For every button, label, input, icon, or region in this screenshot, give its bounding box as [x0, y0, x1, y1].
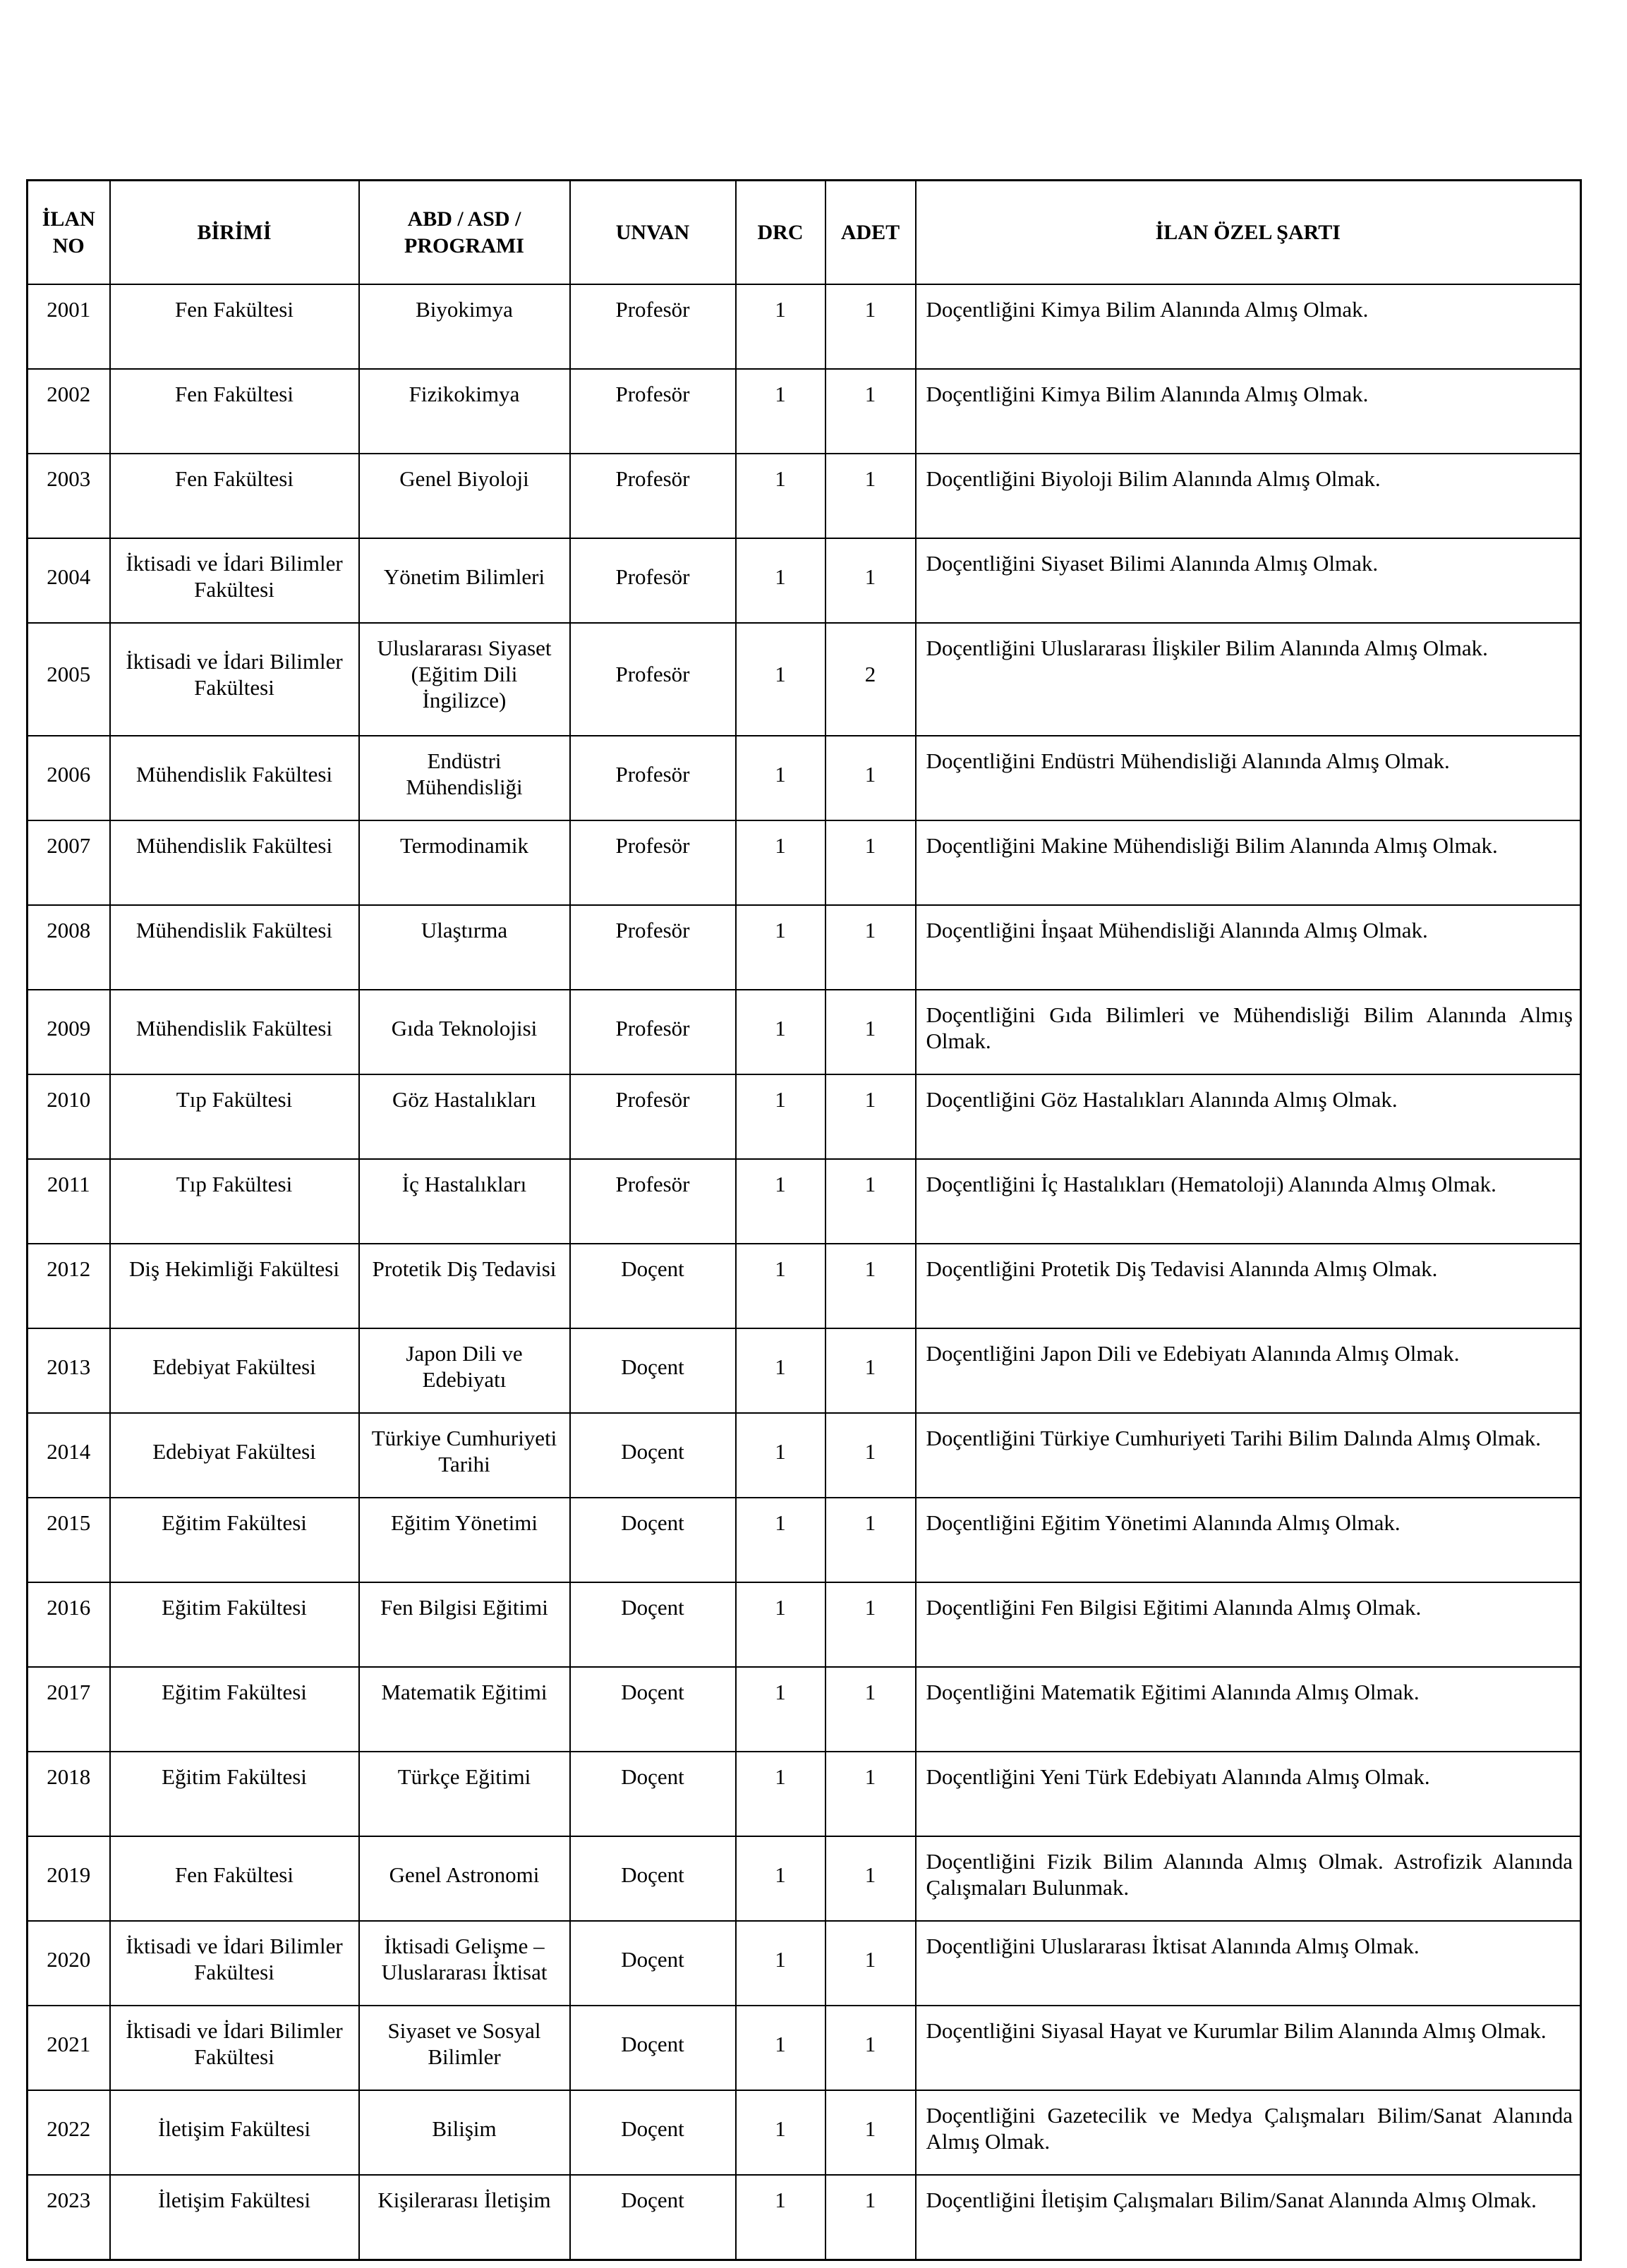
- table-row: [28, 905, 1581, 990]
- cell-ilan-no: 2022: [28, 2090, 110, 2175]
- cell-abd: Siyaset ve Sosyal Bilimler: [359, 2006, 570, 2090]
- cell-drc: 1: [736, 2090, 825, 2175]
- cell-drc: 1: [736, 284, 825, 369]
- cell-ozel-sart: Doçentliğini Endüstri Mühendisliği Alanında Almış Olmak.: [916, 736, 1581, 820]
- table-body: [28, 284, 1581, 2260]
- cell-birimi: İktisadi ve İdari Bilimler Fakültesi: [110, 623, 359, 736]
- cell-ozel-sart: Doçentliğini Yeni Türk Edebiyatı Alanında Almış Olmak.: [916, 1752, 1581, 1836]
- table-row: [28, 1328, 1581, 1413]
- cell-ilan-no: 2012: [28, 1244, 110, 1328]
- job-postings-table: [26, 179, 1582, 2261]
- cell-abd: Gıda Teknolojisi: [359, 990, 570, 1074]
- cell-drc: 1: [736, 990, 825, 1074]
- cell-birimi: Eğitim Fakültesi: [110, 1667, 359, 1752]
- cell-ozel-sart: Doçentliğini İç Hastalıkları (Hematoloji) Alanında Almış Olmak.: [916, 1159, 1581, 1244]
- cell-ilan-no: 2005: [28, 623, 110, 736]
- cell-adet: 1: [825, 454, 916, 538]
- table-header: [28, 181, 1581, 285]
- table-row: [28, 1836, 1581, 1921]
- table-row: [28, 623, 1581, 736]
- cell-abd: Yönetim Bilimleri: [359, 538, 570, 623]
- cell-abd: Göz Hastalıkları: [359, 1074, 570, 1159]
- cell-drc: 1: [736, 369, 825, 454]
- cell-birimi: Eğitim Fakültesi: [110, 1582, 359, 1667]
- cell-ozel-sart: Doçentliğini Fen Bilgisi Eğitimi Alanında Almış Olmak.: [916, 1582, 1581, 1667]
- cell-ilan-no: 2014: [28, 1413, 110, 1498]
- cell-drc: 1: [736, 1244, 825, 1328]
- cell-drc: 1: [736, 820, 825, 905]
- cell-adet: 1: [825, 284, 916, 369]
- cell-ozel-sart: Doçentliğini Uluslararası İlişkiler Bilim Alanında Almış Olmak.: [916, 623, 1581, 736]
- cell-drc: 1: [736, 1667, 825, 1752]
- cell-unvan: Profesör: [570, 905, 736, 990]
- cell-adet: 1: [825, 1498, 916, 1582]
- cell-unvan: Doçent: [570, 1667, 736, 1752]
- cell-adet: 1: [825, 1582, 916, 1667]
- cell-ilan-no: 2013: [28, 1328, 110, 1413]
- table-row: [28, 2090, 1581, 2175]
- table-row: [28, 736, 1581, 820]
- cell-adet: 1: [825, 905, 916, 990]
- cell-unvan: Doçent: [570, 2175, 736, 2260]
- cell-abd: İç Hastalıkları: [359, 1159, 570, 1244]
- cell-unvan: Profesör: [570, 623, 736, 736]
- cell-birimi: Edebiyat Fakültesi: [110, 1328, 359, 1413]
- cell-ilan-no: 2021: [28, 2006, 110, 2090]
- cell-abd: Matematik Eğitimi: [359, 1667, 570, 1752]
- table-row: [28, 820, 1581, 905]
- cell-unvan: Doçent: [570, 1328, 736, 1413]
- cell-ilan-no: 2008: [28, 905, 110, 990]
- cell-ilan-no: 2001: [28, 284, 110, 369]
- cell-birimi: Tıp Fakültesi: [110, 1159, 359, 1244]
- cell-drc: 1: [736, 2175, 825, 2260]
- cell-unvan: Doçent: [570, 2090, 736, 2175]
- table-row: [28, 1752, 1581, 1836]
- cell-drc: 1: [736, 1752, 825, 1836]
- cell-birimi: Tıp Fakültesi: [110, 1074, 359, 1159]
- table-row: [28, 1921, 1581, 2006]
- cell-ozel-sart: Doçentliğini Türkiye Cumhuriyeti Tarihi Bilim Dalında Almış Olmak.: [916, 1413, 1581, 1498]
- cell-birimi: Fen Fakültesi: [110, 454, 359, 538]
- cell-ilan-no: 2023: [28, 2175, 110, 2260]
- cell-unvan: Doçent: [570, 1836, 736, 1921]
- cell-abd: Ulaştırma: [359, 905, 570, 990]
- cell-birimi: İktisadi ve İdari Bilimler Fakültesi: [110, 2006, 359, 2090]
- cell-birimi: Diş Hekimliği Fakültesi: [110, 1244, 359, 1328]
- cell-adet: 1: [825, 1667, 916, 1752]
- header-ilan-no: İLAN NO: [28, 181, 110, 285]
- cell-adet: 1: [825, 1074, 916, 1159]
- cell-birimi: Mühendislik Fakültesi: [110, 736, 359, 820]
- cell-ozel-sart: Doçentliğini Makine Mühendisliği Bilim Alanında Almış Olmak.: [916, 820, 1581, 905]
- cell-ozel-sart: Doçentliğini Biyoloji Bilim Alanında Almış Olmak.: [916, 454, 1581, 538]
- cell-ilan-no: 2006: [28, 736, 110, 820]
- document-page: [26, 179, 1580, 2261]
- cell-birimi: Fen Fakültesi: [110, 1836, 359, 1921]
- cell-adet: 1: [825, 1159, 916, 1244]
- cell-ilan-no: 2007: [28, 820, 110, 905]
- cell-adet: 1: [825, 369, 916, 454]
- cell-unvan: Doçent: [570, 1921, 736, 2006]
- cell-ozel-sart: Doçentliğini Eğitim Yönetimi Alanında Almış Olmak.: [916, 1498, 1581, 1582]
- cell-birimi: Mühendislik Fakültesi: [110, 990, 359, 1074]
- cell-birimi: İletişim Fakültesi: [110, 2175, 359, 2260]
- cell-ilan-no: 2020: [28, 1921, 110, 2006]
- cell-ozel-sart: Doçentliğini Gazetecilik ve Medya Çalışmaları Bilim/Sanat Alanında Almış Olmak.: [916, 2090, 1581, 2175]
- cell-ozel-sart: Doçentliğini Protetik Diş Tedavisi Alanında Almış Olmak.: [916, 1244, 1581, 1328]
- cell-unvan: Profesör: [570, 1074, 736, 1159]
- cell-adet: 1: [825, 820, 916, 905]
- cell-adet: 1: [825, 1921, 916, 2006]
- cell-abd: Termodinamik: [359, 820, 570, 905]
- table-row: [28, 1498, 1581, 1582]
- cell-ozel-sart: Doçentliğini Göz Hastalıkları Alanında Almış Olmak.: [916, 1074, 1581, 1159]
- table-row: [28, 538, 1581, 623]
- cell-abd: Uluslararası Siyaset (Eğitim Dili İngilizce): [359, 623, 570, 736]
- table-row: [28, 1244, 1581, 1328]
- cell-unvan: Profesör: [570, 990, 736, 1074]
- cell-adet: 1: [825, 1244, 916, 1328]
- table-row: [28, 454, 1581, 538]
- cell-ilan-no: 2017: [28, 1667, 110, 1752]
- cell-unvan: Profesör: [570, 538, 736, 623]
- cell-drc: 1: [736, 538, 825, 623]
- cell-adet: 1: [825, 736, 916, 820]
- cell-unvan: Profesör: [570, 1159, 736, 1244]
- cell-ozel-sart: Doçentliğini Siyaset Bilimi Alanında Almış Olmak.: [916, 538, 1581, 623]
- cell-ilan-no: 2003: [28, 454, 110, 538]
- cell-abd: İktisadi Gelişme – Uluslararası İktisat: [359, 1921, 570, 2006]
- cell-drc: 1: [736, 1074, 825, 1159]
- cell-unvan: Doçent: [570, 1244, 736, 1328]
- cell-ozel-sart: Doçentliğini Kimya Bilim Alanında Almış Olmak.: [916, 369, 1581, 454]
- cell-unvan: Doçent: [570, 2006, 736, 2090]
- cell-ilan-no: 2011: [28, 1159, 110, 1244]
- cell-birimi: Fen Fakültesi: [110, 369, 359, 454]
- cell-ozel-sart: Doçentliğini Fizik Bilim Alanında Almış Olmak. Astrofizik Alanında Çalışmaları Bulunmak.: [916, 1836, 1581, 1921]
- cell-adet: 1: [825, 1836, 916, 1921]
- cell-drc: 1: [736, 1582, 825, 1667]
- cell-drc: 1: [736, 1836, 825, 1921]
- cell-adet: 1: [825, 538, 916, 623]
- cell-drc: 1: [736, 1159, 825, 1244]
- table-row: [28, 990, 1581, 1074]
- cell-abd: Protetik Diş Tedavisi: [359, 1244, 570, 1328]
- cell-ilan-no: 2004: [28, 538, 110, 623]
- cell-adet: 1: [825, 1413, 916, 1498]
- cell-abd: Fizikokimya: [359, 369, 570, 454]
- cell-birimi: İktisadi ve İdari Bilimler Fakültesi: [110, 538, 359, 623]
- cell-ilan-no: 2010: [28, 1074, 110, 1159]
- cell-adet: 1: [825, 990, 916, 1074]
- cell-drc: 1: [736, 1328, 825, 1413]
- cell-unvan: Profesör: [570, 369, 736, 454]
- cell-ozel-sart: Doçentliğini Japon Dili ve Edebiyatı Alanında Almış Olmak.: [916, 1328, 1581, 1413]
- table-row: [28, 284, 1581, 369]
- header-drc: DRC: [736, 181, 825, 285]
- cell-birimi: Eğitim Fakültesi: [110, 1752, 359, 1836]
- cell-abd: Genel Astronomi: [359, 1836, 570, 1921]
- cell-ozel-sart: Doçentliğini Kimya Bilim Alanında Almış Olmak.: [916, 284, 1581, 369]
- cell-ilan-no: 2018: [28, 1752, 110, 1836]
- cell-birimi: İletişim Fakültesi: [110, 2090, 359, 2175]
- table-row: [28, 1413, 1581, 1498]
- cell-birimi: Eğitim Fakültesi: [110, 1498, 359, 1582]
- cell-abd: Fen Bilgisi Eğitimi: [359, 1582, 570, 1667]
- cell-adet: 1: [825, 1328, 916, 1413]
- cell-drc: 1: [736, 454, 825, 538]
- cell-ozel-sart: Doçentliğini Uluslararası İktisat Alanında Almış Olmak.: [916, 1921, 1581, 2006]
- cell-birimi: İktisadi ve İdari Bilimler Fakültesi: [110, 1921, 359, 2006]
- cell-ozel-sart: Doçentliğini İnşaat Mühendisliği Alanında Almış Olmak.: [916, 905, 1581, 990]
- header-row: [28, 181, 1581, 285]
- cell-drc: 1: [736, 1921, 825, 2006]
- cell-abd: Endüstri Mühendisliği: [359, 736, 570, 820]
- cell-unvan: Doçent: [570, 1498, 736, 1582]
- cell-birimi: Mühendislik Fakültesi: [110, 820, 359, 905]
- table-row: [28, 369, 1581, 454]
- cell-abd: Türkçe Eğitimi: [359, 1752, 570, 1836]
- cell-unvan: Profesör: [570, 454, 736, 538]
- cell-ilan-no: 2015: [28, 1498, 110, 1582]
- cell-drc: 1: [736, 1498, 825, 1582]
- header-adet: ADET: [825, 181, 916, 285]
- cell-ilan-no: 2002: [28, 369, 110, 454]
- table-row: [28, 1582, 1581, 1667]
- cell-ilan-no: 2016: [28, 1582, 110, 1667]
- cell-adet: 1: [825, 1752, 916, 1836]
- cell-adet: 1: [825, 2006, 916, 2090]
- header-unvan: UNVAN: [570, 181, 736, 285]
- cell-adet: 1: [825, 2090, 916, 2175]
- cell-ozel-sart: Doçentliğini Siyasal Hayat ve Kurumlar Bilim Alanında Almış Olmak.: [916, 2006, 1581, 2090]
- cell-unvan: Profesör: [570, 820, 736, 905]
- cell-ozel-sart: Doçentliğini Gıda Bilimleri ve Mühendisliği Bilim Alanında Almış Olmak.: [916, 990, 1581, 1074]
- header-ozel-sart: İLAN ÖZEL ŞARTI: [916, 181, 1581, 285]
- cell-abd: Genel Biyoloji: [359, 454, 570, 538]
- cell-abd: Türkiye Cumhuriyeti Tarihi: [359, 1413, 570, 1498]
- cell-ilan-no: 2009: [28, 990, 110, 1074]
- cell-unvan: Doçent: [570, 1582, 736, 1667]
- header-abd: ABD / ASD / PROGRAMI: [359, 181, 570, 285]
- cell-unvan: Doçent: [570, 1752, 736, 1836]
- table-row: [28, 2175, 1581, 2260]
- cell-ozel-sart: Doçentliğini İletişim Çalışmaları Bilim/Sanat Alanında Almış Olmak.: [916, 2175, 1581, 2260]
- table-row: [28, 1667, 1581, 1752]
- cell-abd: Biyokimya: [359, 284, 570, 369]
- cell-unvan: Doçent: [570, 1413, 736, 1498]
- table-row: [28, 2006, 1581, 2090]
- cell-drc: 1: [736, 1413, 825, 1498]
- cell-abd: Eğitim Yönetimi: [359, 1498, 570, 1582]
- cell-abd: Kişilerarası İletişim: [359, 2175, 570, 2260]
- cell-ozel-sart: Doçentliğini Matematik Eğitimi Alanında Almış Olmak.: [916, 1667, 1581, 1752]
- cell-unvan: Profesör: [570, 284, 736, 369]
- cell-birimi: Mühendislik Fakültesi: [110, 905, 359, 990]
- cell-adet: 2: [825, 623, 916, 736]
- cell-drc: 1: [736, 736, 825, 820]
- cell-drc: 1: [736, 623, 825, 736]
- cell-abd: Bilişim: [359, 2090, 570, 2175]
- cell-unvan: Profesör: [570, 736, 736, 820]
- cell-adet: 1: [825, 2175, 916, 2260]
- cell-birimi: Fen Fakültesi: [110, 284, 359, 369]
- header-birimi: BİRİMİ: [110, 181, 359, 285]
- cell-drc: 1: [736, 905, 825, 990]
- table-row: [28, 1159, 1581, 1244]
- cell-abd: Japon Dili ve Edebiyatı: [359, 1328, 570, 1413]
- cell-drc: 1: [736, 2006, 825, 2090]
- cell-birimi: Edebiyat Fakültesi: [110, 1413, 359, 1498]
- cell-ilan-no: 2019: [28, 1836, 110, 1921]
- table-row: [28, 1074, 1581, 1159]
